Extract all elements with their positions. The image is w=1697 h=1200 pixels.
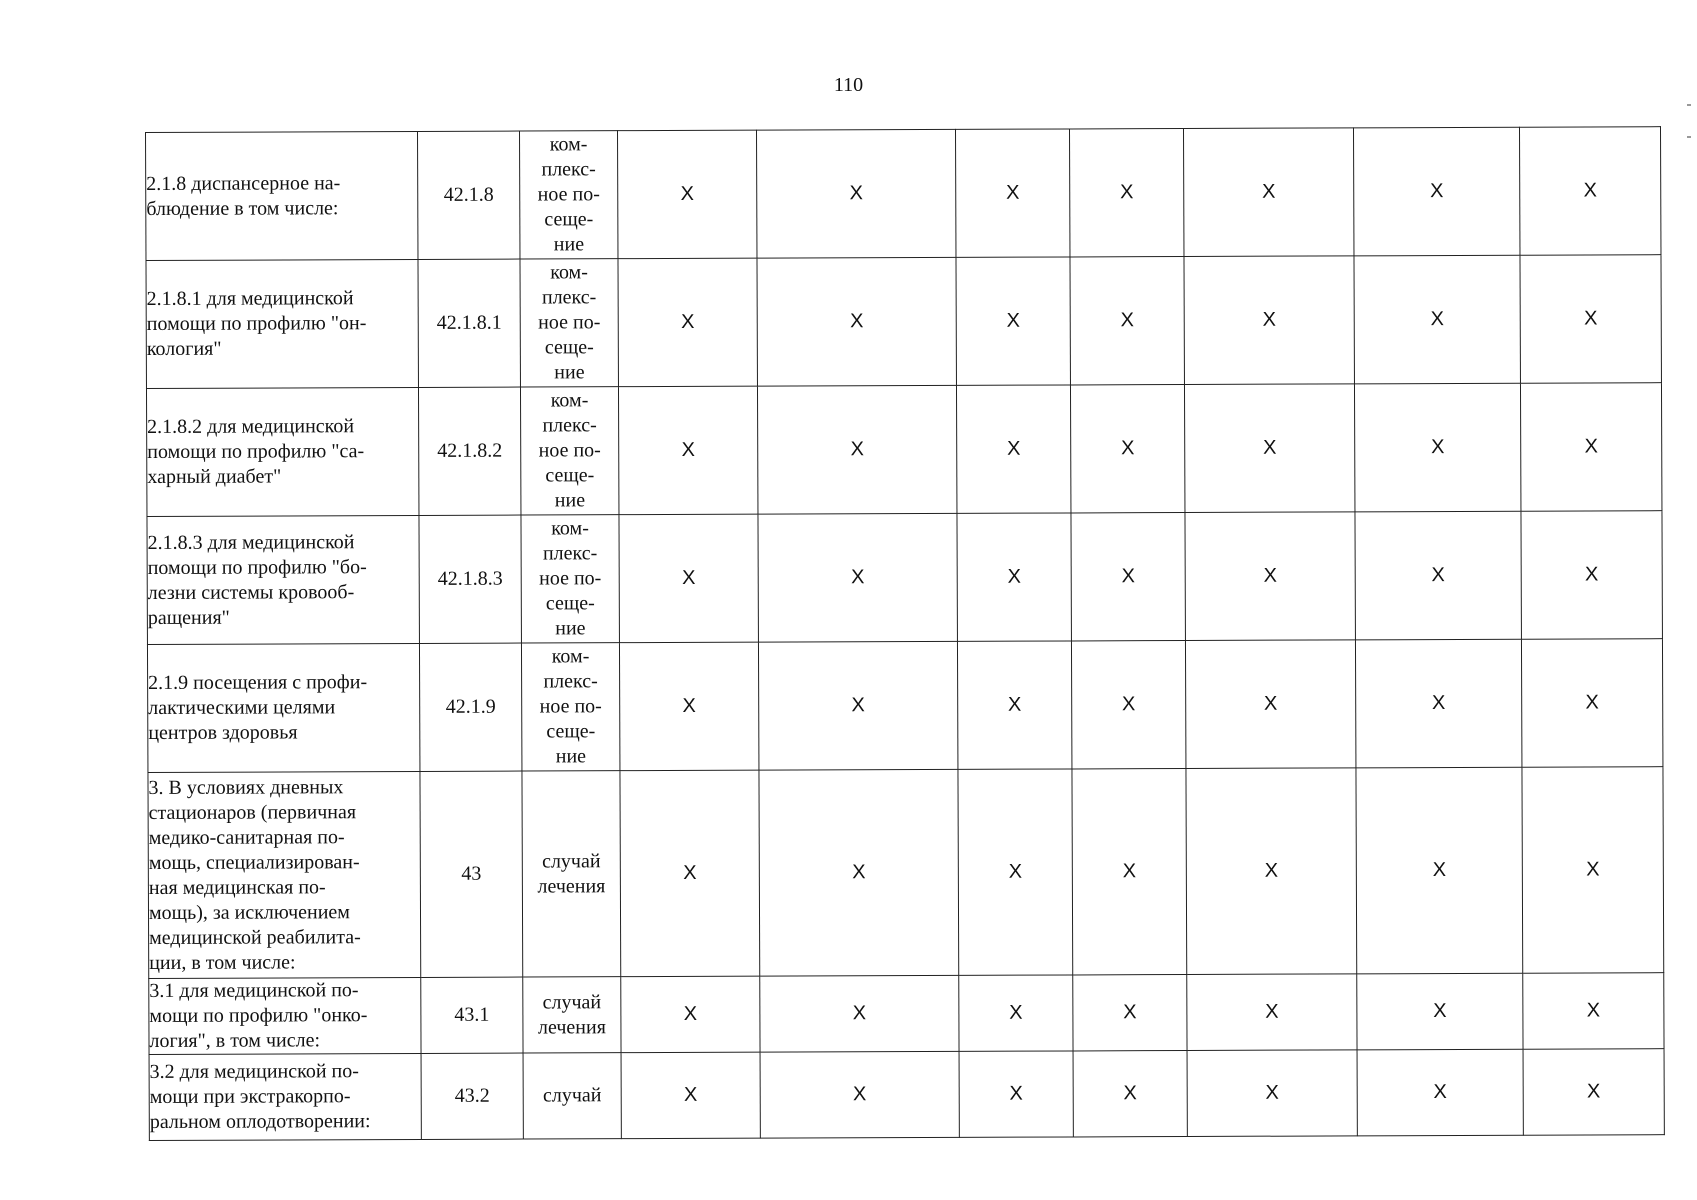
value-cell: X bbox=[1521, 511, 1662, 640]
value-cell: X bbox=[1070, 385, 1184, 513]
value-cell: X bbox=[1073, 975, 1187, 1051]
value-cell: X bbox=[1521, 639, 1662, 768]
value-cell: X bbox=[1187, 1050, 1357, 1137]
row-code-cell: 42.1.9 bbox=[419, 643, 521, 771]
value-cell: X bbox=[1186, 768, 1357, 975]
row-name-cell: 2.1.8.3 для медицинской помощи по профилю "бо- лезни системы кровооб- ращения" bbox=[147, 515, 419, 644]
value-cell: X bbox=[957, 641, 1071, 769]
value-cell: X bbox=[1356, 767, 1523, 974]
value-cell: X bbox=[1523, 973, 1664, 1050]
row-name-cell: 2.1.8 диспансерное на- блюдение в том числе: bbox=[146, 131, 418, 260]
value-cell: X bbox=[1071, 513, 1185, 641]
value-cell: X bbox=[621, 976, 760, 1053]
value-cell: X bbox=[757, 257, 956, 386]
value-cell: X bbox=[959, 1051, 1073, 1137]
value-cell: X bbox=[1187, 974, 1357, 1051]
value-cell: X bbox=[955, 129, 1069, 257]
row-unit-cell: ком- плекс- ное по- сеще- ние bbox=[520, 387, 618, 515]
page-number: 110 bbox=[833, 74, 864, 96]
row-code-cell: 43.1 bbox=[421, 977, 523, 1053]
value-cell: X bbox=[1522, 767, 1664, 974]
row-unit-cell: ком- плекс- ное по- сеще- ние bbox=[520, 259, 618, 387]
value-cell: X bbox=[758, 641, 957, 770]
scan-edge-mark bbox=[1687, 104, 1691, 138]
value-cell: X bbox=[618, 386, 757, 515]
row-code-cell: 43 bbox=[420, 771, 523, 977]
row-code-cell: 42.1.8.3 bbox=[419, 515, 521, 643]
value-cell: X bbox=[959, 975, 1073, 1051]
value-cell: X bbox=[1069, 129, 1183, 257]
data-table bbox=[145, 126, 1665, 1141]
value-cell: X bbox=[1183, 128, 1353, 257]
value-cell: X bbox=[1523, 1049, 1664, 1136]
value-cell: X bbox=[1354, 383, 1520, 512]
value-cell: X bbox=[1520, 255, 1661, 384]
table-row bbox=[149, 973, 1664, 1055]
row-name-cell: 2.1.8.1 для медицинской помощи по профилю "он- кология" bbox=[146, 259, 418, 388]
row-code-cell: 42.1.8 bbox=[417, 131, 519, 259]
value-cell: X bbox=[956, 385, 1070, 513]
value-cell: X bbox=[1072, 769, 1187, 975]
row-name-cell: 3.2 для медицинской по- мощи при экстракорпо- ральном оплодотворении: bbox=[149, 1053, 421, 1140]
row-unit-cell: случай лечения bbox=[522, 771, 621, 977]
value-cell: X bbox=[618, 258, 757, 387]
value-cell: X bbox=[757, 385, 956, 514]
row-name-cell: 3. В условиях дневных стационаров (первичная медико-санитарная по- мощь, специализирован- ная медицинская по- мощь), за исключением медицинской реабилита- ции, в том числе: bbox=[148, 771, 421, 978]
value-cell: X bbox=[958, 769, 1073, 975]
table-row bbox=[146, 127, 1661, 261]
value-cell: X bbox=[758, 513, 957, 642]
value-cell: X bbox=[617, 130, 756, 259]
row-unit-cell: ком- плекс- ное по- сеще- ние bbox=[519, 131, 617, 259]
value-cell: X bbox=[1520, 383, 1661, 512]
value-cell: X bbox=[1185, 512, 1355, 641]
value-cell: X bbox=[1355, 511, 1521, 640]
table-row bbox=[147, 639, 1662, 773]
row-name-cell: 2.1.9 посещения с профи- лактическими целями центров здоровья bbox=[147, 643, 419, 772]
value-cell: X bbox=[1354, 255, 1520, 384]
row-code-cell: 42.1.8.2 bbox=[418, 387, 520, 515]
table-row bbox=[146, 255, 1661, 389]
value-cell: X bbox=[619, 642, 758, 771]
table-row bbox=[146, 383, 1661, 517]
row-code-cell: 42.1.8.1 bbox=[418, 259, 520, 387]
row-unit-cell: случай лечения bbox=[523, 977, 621, 1053]
table-row bbox=[148, 767, 1664, 979]
value-cell: X bbox=[1184, 384, 1354, 513]
value-cell: X bbox=[1357, 1049, 1523, 1136]
row-unit-cell: ком- плекс- ное по- сеще- ние bbox=[521, 643, 619, 771]
value-cell: X bbox=[1070, 257, 1184, 385]
value-cell: X bbox=[760, 975, 959, 1052]
row-name-cell: 3.1 для медицинской по- мощи по профилю "онко- логия", в том числе: bbox=[149, 977, 421, 1054]
value-cell: X bbox=[759, 769, 959, 976]
value-cell: X bbox=[1184, 256, 1354, 385]
table-row bbox=[147, 511, 1662, 645]
value-cell: X bbox=[619, 514, 758, 643]
row-unit-cell: случай bbox=[523, 1053, 621, 1139]
value-cell: X bbox=[956, 257, 1070, 385]
value-cell: X bbox=[1071, 641, 1185, 769]
table-row bbox=[149, 1049, 1664, 1141]
value-cell: X bbox=[1353, 127, 1519, 256]
value-cell: X bbox=[1355, 639, 1521, 768]
value-cell: X bbox=[760, 1051, 959, 1138]
value-cell: X bbox=[957, 513, 1071, 641]
value-cell: X bbox=[1357, 973, 1523, 1050]
value-cell: X bbox=[1519, 127, 1660, 256]
value-cell: X bbox=[1185, 640, 1355, 769]
value-cell: X bbox=[621, 1052, 760, 1139]
row-name-cell: 2.1.8.2 для медицинской помощи по профилю "са- харный диабет" bbox=[146, 387, 418, 516]
value-cell: X bbox=[1073, 1051, 1187, 1137]
value-cell: X bbox=[620, 770, 760, 977]
value-cell: X bbox=[756, 129, 955, 258]
row-code-cell: 43.2 bbox=[421, 1053, 523, 1139]
row-unit-cell: ком- плекс- ное по- сеще- ние bbox=[521, 515, 619, 643]
